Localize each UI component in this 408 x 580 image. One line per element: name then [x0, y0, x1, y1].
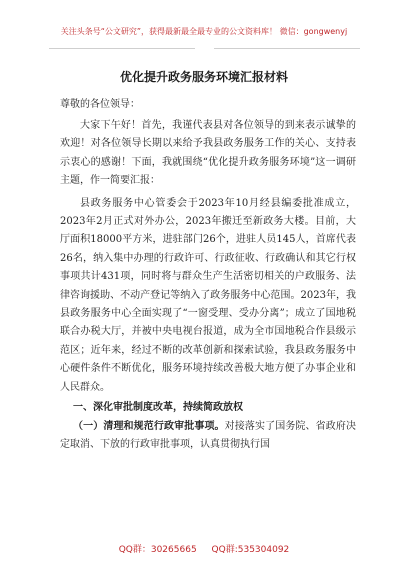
- footer-qq-group-2: QQ群:535304092: [211, 545, 290, 555]
- salutation: 尊敬的各位领导：: [60, 99, 140, 110]
- header-rule-left: [49, 48, 195, 49]
- subsection-text: 对接落实了国务院、省政府决定取消、下放的行政审批事项，认真贯彻执行国: [60, 420, 357, 450]
- footer: [0, 542, 408, 555]
- subsection-label: （一）清理和规范行政审批事项。: [73, 420, 225, 432]
- paragraph-overview: 县政务服务中心管委会于2023年10月经县编委批准成立，2023年2月正式对外办公，2023年搬迁至新政务大楼。目前，大厅面积18000平方米，进驻部门26个，进驻人员145人，首席代表26名，纳入集中办理的行政许可、行政征收、行政确认和其它行权事项共计431项，同时将与群众生产生活密切相关的户政服务、法律咨询援助、不动产登记等纳入了政务服务中心范围。2023年，我县政务服务中心全面实现了“一窗受理、受办分离”；成立了国地税联合办税大厅，并被中央电视台报道，成为全市国地税合作县级示范区；近年来，经过不断的改革创新和探索试验，我县政务服务中心硬件条件不断优化，服务环境持续改善极大地方便了办事企业和人民群众。: [60, 197, 356, 393]
- header-banner: 关注头条号“公文研究”，获得最新最全最专业的公文资料库！ 微信：gongwenyj: [60, 27, 348, 36]
- document-title: 优化提升政务服务环境汇报材料: [119, 70, 288, 84]
- footer-qq-group-1: QQ群：30265665: [118, 545, 197, 555]
- subsection-paragraph: [60, 418, 356, 455]
- section-heading: 一、深化审批制度改革，持续简政放权: [73, 402, 243, 414]
- document-body: [60, 117, 356, 454]
- paragraph-intro: 大家下午好！首先，我谨代表县对各位领导的到来表示诚挚的欢迎！对各位领导长期以来给予我县政务服务工作的关心、支持表示衷心的感谢！下面，我就围绕“优化提升政务服务环境”这一调研主题，作一简要汇报：: [60, 120, 356, 187]
- header-rule-right: [214, 48, 360, 49]
